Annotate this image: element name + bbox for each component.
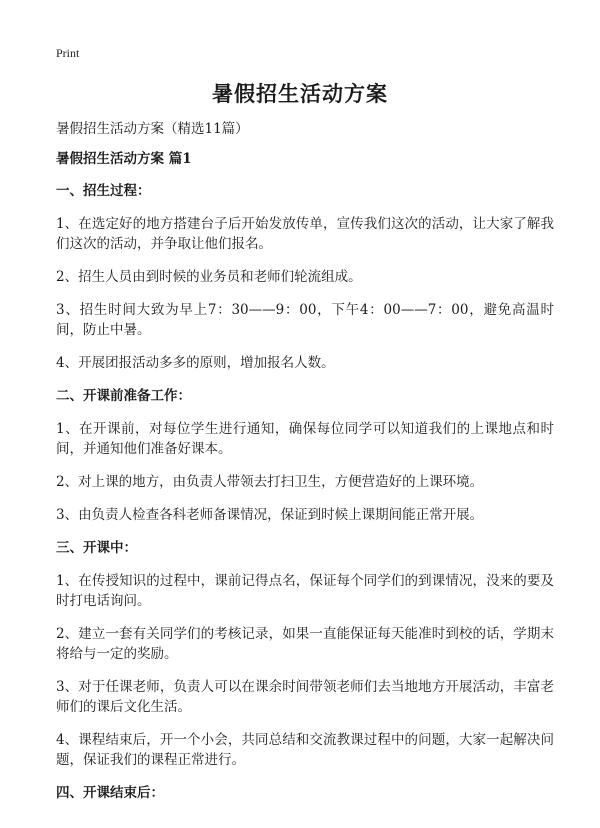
document-subtitle: 暑假招生活动方案（精选11篇）: [56, 121, 249, 137]
section-heading: 三、开课中：: [56, 540, 137, 556]
paragraph: 1、在开课前，对每位学生进行通知，确保每位同学可以知道我们的上课地点和时间，并通知他们准备好课本。: [56, 421, 554, 457]
paragraph: 1、在传授知识的过程中，课前记得点名，保证每个同学们的到课情况，没来的要及时打电话询问。: [56, 573, 554, 609]
document-body: [56, 119, 554, 816]
print-link[interactable]: Print: [56, 46, 80, 60]
paragraph: 3、对于任课老师，负责人可以在课余时间带领老师们去当地地方开展活动，丰富老师们的课后文化生活。: [56, 679, 554, 715]
paragraph: 2、对上课的地方，由负责人带领去打扫卫生，方便营造好的上课环境。: [56, 474, 484, 490]
section-heading: 四、开课结束后：: [56, 785, 164, 801]
paragraph: 4、课程结束后，开一个小会，共同总结和交流教课过程中的问题，大家一起解决问题，保证我们的课程正常进行。: [56, 732, 554, 768]
section-heading: 二、开课前准备工作：: [56, 388, 191, 404]
paragraph: 3、由负责人检查各科老师备课情况，保证到时候上课期间能正常开展。: [56, 507, 484, 523]
article-title: 暑假招生活动方案 篇1: [56, 151, 192, 167]
page-title: 暑假招生活动方案: [212, 81, 388, 106]
paragraph: 4、开展团报活动多多的原则，增加报名人数。: [56, 355, 335, 371]
paragraph: 1、在选定好的地方搭建台子后开始发放传单，宣传我们这次的活动，让大家了解我们这次的活动，并争取让他们报名。: [56, 216, 554, 252]
paragraph: 2、建立一套有关同学们的考核记录，如果一直能保证每天能准时到校的话，学期末将给与一定的奖励。: [56, 626, 554, 662]
section-heading: 一、招生过程：: [56, 183, 151, 199]
paragraph: 2、招生人员由到时候的业务员和老师们轮流组成。: [56, 269, 362, 285]
paragraph: 3、招生时间大致为早上7：30——9：00，下午4：00——7：00，避免高温时间，防止中暑。: [56, 302, 554, 338]
